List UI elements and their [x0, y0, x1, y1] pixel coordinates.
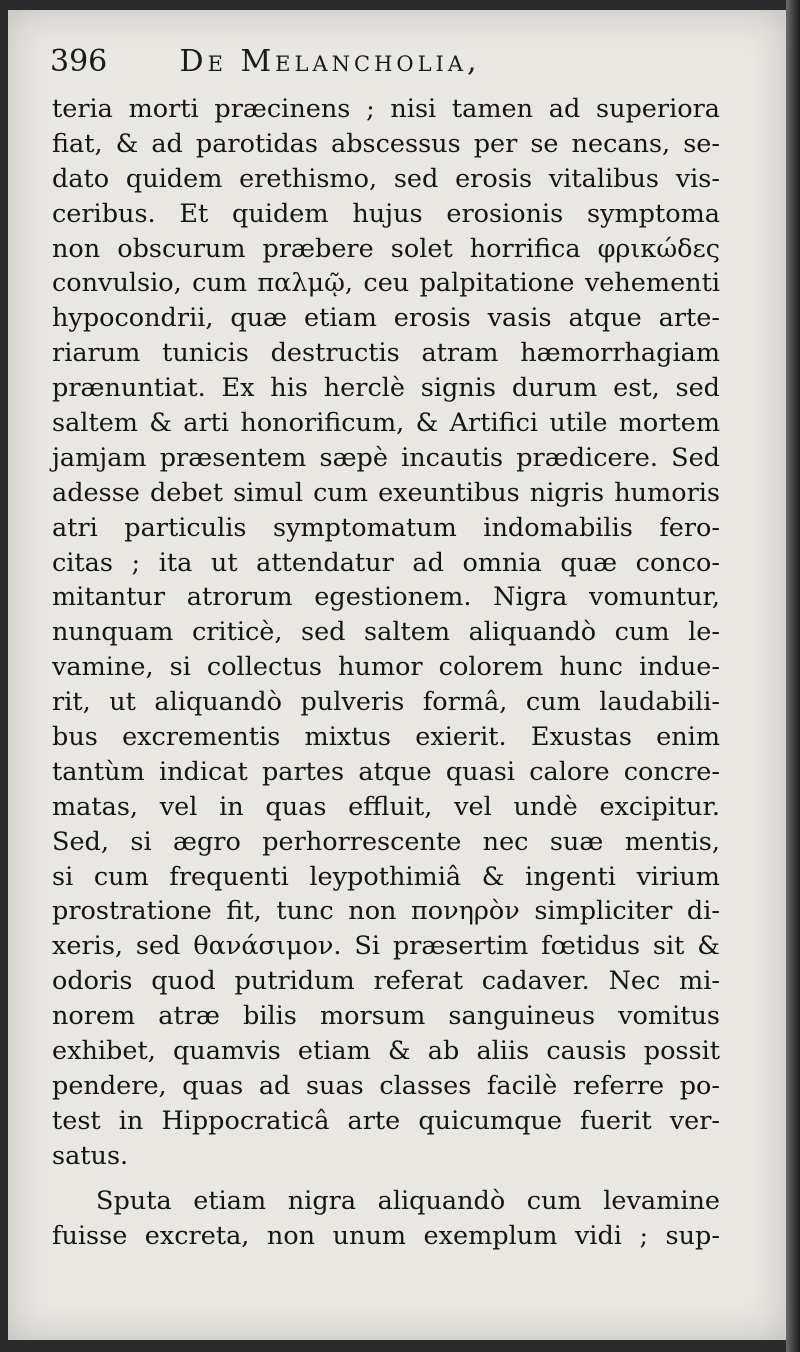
running-head [50, 44, 750, 79]
text-line: bus excrementis mixtus exierit. Exustas enim [52, 722, 720, 753]
text-line: hypocondrii, quæ etiam erosis vasis atque arte- [52, 303, 720, 334]
text-line: convulsio, cum παλμῷ, ceu palpitatione vehementi [52, 268, 720, 299]
text-line: xeris, sed θανάσιμον. Si præsertim fœtidus sit & [52, 931, 720, 962]
text-line: Sed, si ægro perhorrescente nec suæ mentis, [52, 826, 720, 857]
text-line: exhibet, quamvis etiam & ab aliis causis possit [52, 1036, 720, 1067]
text-line: jamjam præsentem sæpè incautis prædicere. Sed [52, 442, 720, 473]
text-line: riarum tunicis destructis atram hæmorrhagiam [52, 338, 720, 369]
running-title: De Melancholia, [179, 44, 481, 79]
text-line: atri particulis symptomatum indomabilis fero- [52, 512, 720, 543]
text-line: adesse debet simul cum exeuntibus nigris humoris [52, 477, 720, 508]
text-line: dato quidem erethismo, sed erosis vitalibus vis- [52, 163, 720, 194]
body-text [52, 92, 720, 1253]
text-line: fuisse excreta, non unum exemplum vidi ; sup- [52, 1220, 720, 1251]
paragraph-first-line: Sputa etiam nigra aliquandò cum levamine [96, 1185, 720, 1216]
text-line: vamine, si collectus humor colorem hunc indue- [52, 652, 720, 683]
page-edge-shadow [786, 0, 800, 1352]
text-line: odoris quod putridum referat cadaver. Nec mi- [52, 966, 720, 997]
text-line: norem atræ bilis morsum sanguineus vomitus [52, 1001, 720, 1032]
text-line: rit, ut aliquandò pulveris formâ, cum laudabili- [52, 687, 720, 718]
text-line: non obscurum præbere solet horrifica φρικώδες [52, 233, 720, 264]
text-line: pendere, quas ad suas classes facilè referre po- [52, 1070, 720, 1101]
text-line: prostratione fit, tunc non πονηρὸν simpliciter di- [52, 896, 720, 927]
text-line: satus. [52, 1140, 129, 1171]
text-line: mitantur atrorum egestionem. Nigra vomuntur, [52, 582, 720, 613]
text-line: citas ; ita ut attendatur ad omnia quæ conco- [52, 547, 720, 578]
text-line: tantùm indicat partes atque quasi calore concre- [52, 756, 720, 787]
text-line: nunquam criticè, sed saltem aliquandò cum le- [52, 617, 720, 648]
text-line: ceribus. Et quidem hujus erosionis symptoma [52, 198, 720, 229]
text-line: matas, vel in quas effluit, vel undè excipitur. [52, 791, 720, 822]
text-line: si cum frequenti leypothimiâ & ingenti virium [52, 861, 720, 892]
text-line: test in Hippocraticâ arte quicumque fuerit ver- [52, 1105, 720, 1136]
text-line: saltem & arti honorificum, & Artifici utile mortem [52, 408, 720, 439]
text-line: prænuntiat. Ex his herclè signis durum est, sed [52, 373, 720, 404]
text-line: fiat, & ad parotidas abscessus per se necans, se- [52, 128, 720, 159]
text-line: teria morti præcinens ; nisi tamen ad superiora [52, 94, 720, 124]
page-number: 396 [50, 44, 108, 79]
